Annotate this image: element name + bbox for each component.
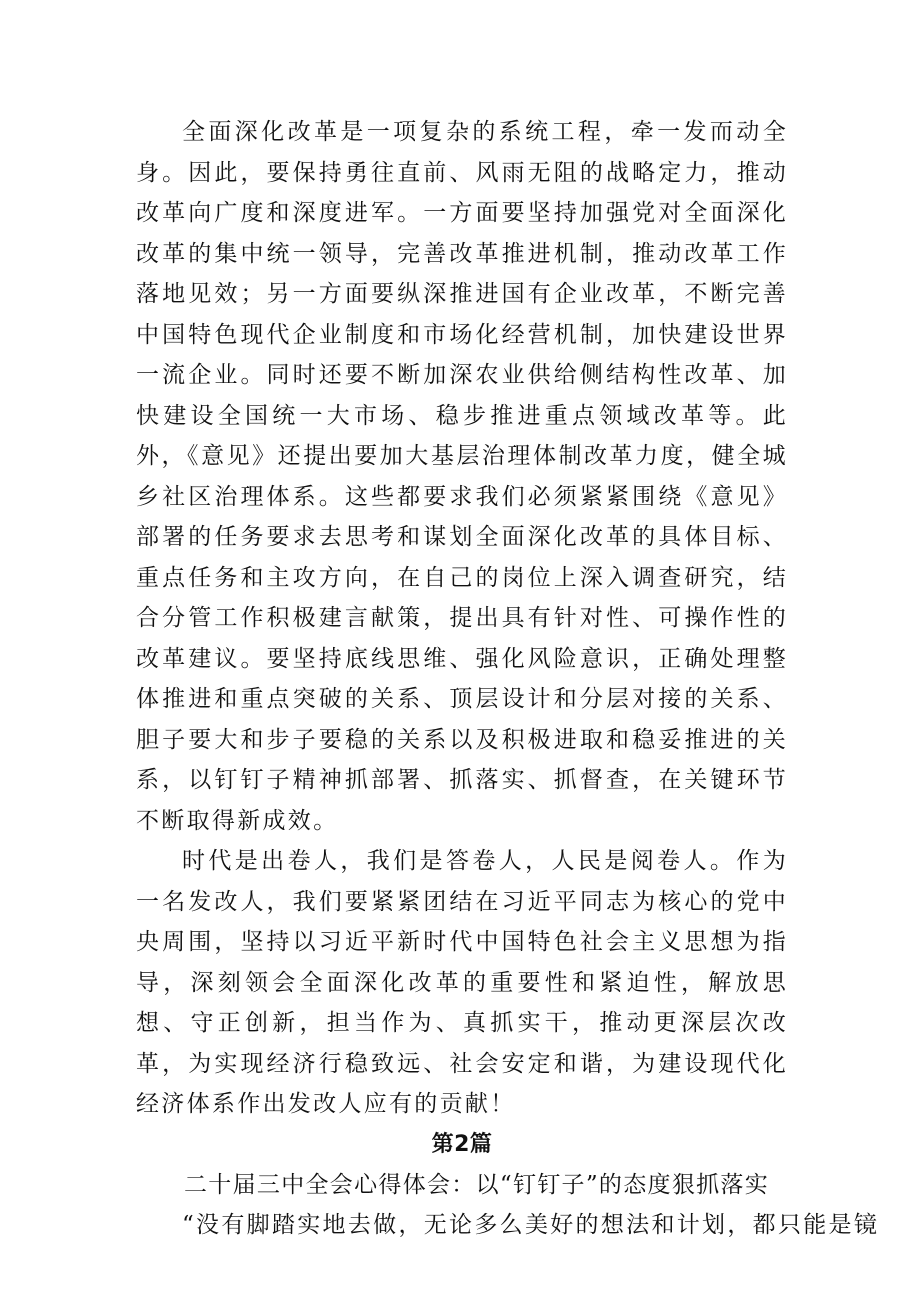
document-body (136, 112, 880, 1246)
section-heading: 第2篇 (431, 1131, 493, 1157)
opening-line: “没有脚踏实地去做，无论多么美好的想法和计划，都只能是镜 (182, 1212, 880, 1238)
body-paragraph-2: 时代是出卷人，我们是答卷人，人民是阅卷人。作为一名发改人，我们要紧紧团结在习近平同志为核心的党中央周围，坚持以习近平新时代中国特色社会主义思想为指导，深刻领会全面深化改革的重要性和紧迫性，解放思想、守正创新，担当作为、真抓实干，推动更深层次改革，为实现经济行稳致远、社会安定和谐，为建设现代化经济体系作出发改人应有的贡献！ (136, 848, 788, 1117)
body-paragraph-1: 全面深化改革是一项复杂的系统工程，牵一发而动全身。因此，要保持勇往直前、风雨无阻的战略定力，推动改革向广度和深度进军。一方面要坚持加强党对全面深化改革的集中统一领导，完善改革推进机制，推动改革工作落地见效；另一方面要纵深推进国有企业改革，不断完善中国特色现代企业制度和市场化经营机制，加快建设世界一流企业。同时还要不断加深农业供给侧结构性改革、加快建设全国统一大市场、稳步推进重点领域改革等。此外，《意见》还提出要加大基层治理体制改革力度，健全城乡社区治理体系。这些都要求我们必须紧紧围绕《意见》部署的任务要求去思考和谋划全面深化改革的具体目标、重点任务和主攻方向，在自己的岗位上深入调查研究，结合分管工作积极建言献策，提出具有针对性、可操作性的改革建议。要坚持底线思维、强化风险意识，正确处理整体推进和重点突破的关系、顶层设计和分层对接的关系、胆子要大和步子要稳的关系以及积极进取和稳妥推进的关系，以钉钉子精神抓部署、抓落实、抓督查，在关键环节不断取得新成效。 (136, 119, 788, 834)
article-title: 二十届三中全会心得体会：以“钉钉子”的态度狠抓落实 (184, 1171, 770, 1198)
